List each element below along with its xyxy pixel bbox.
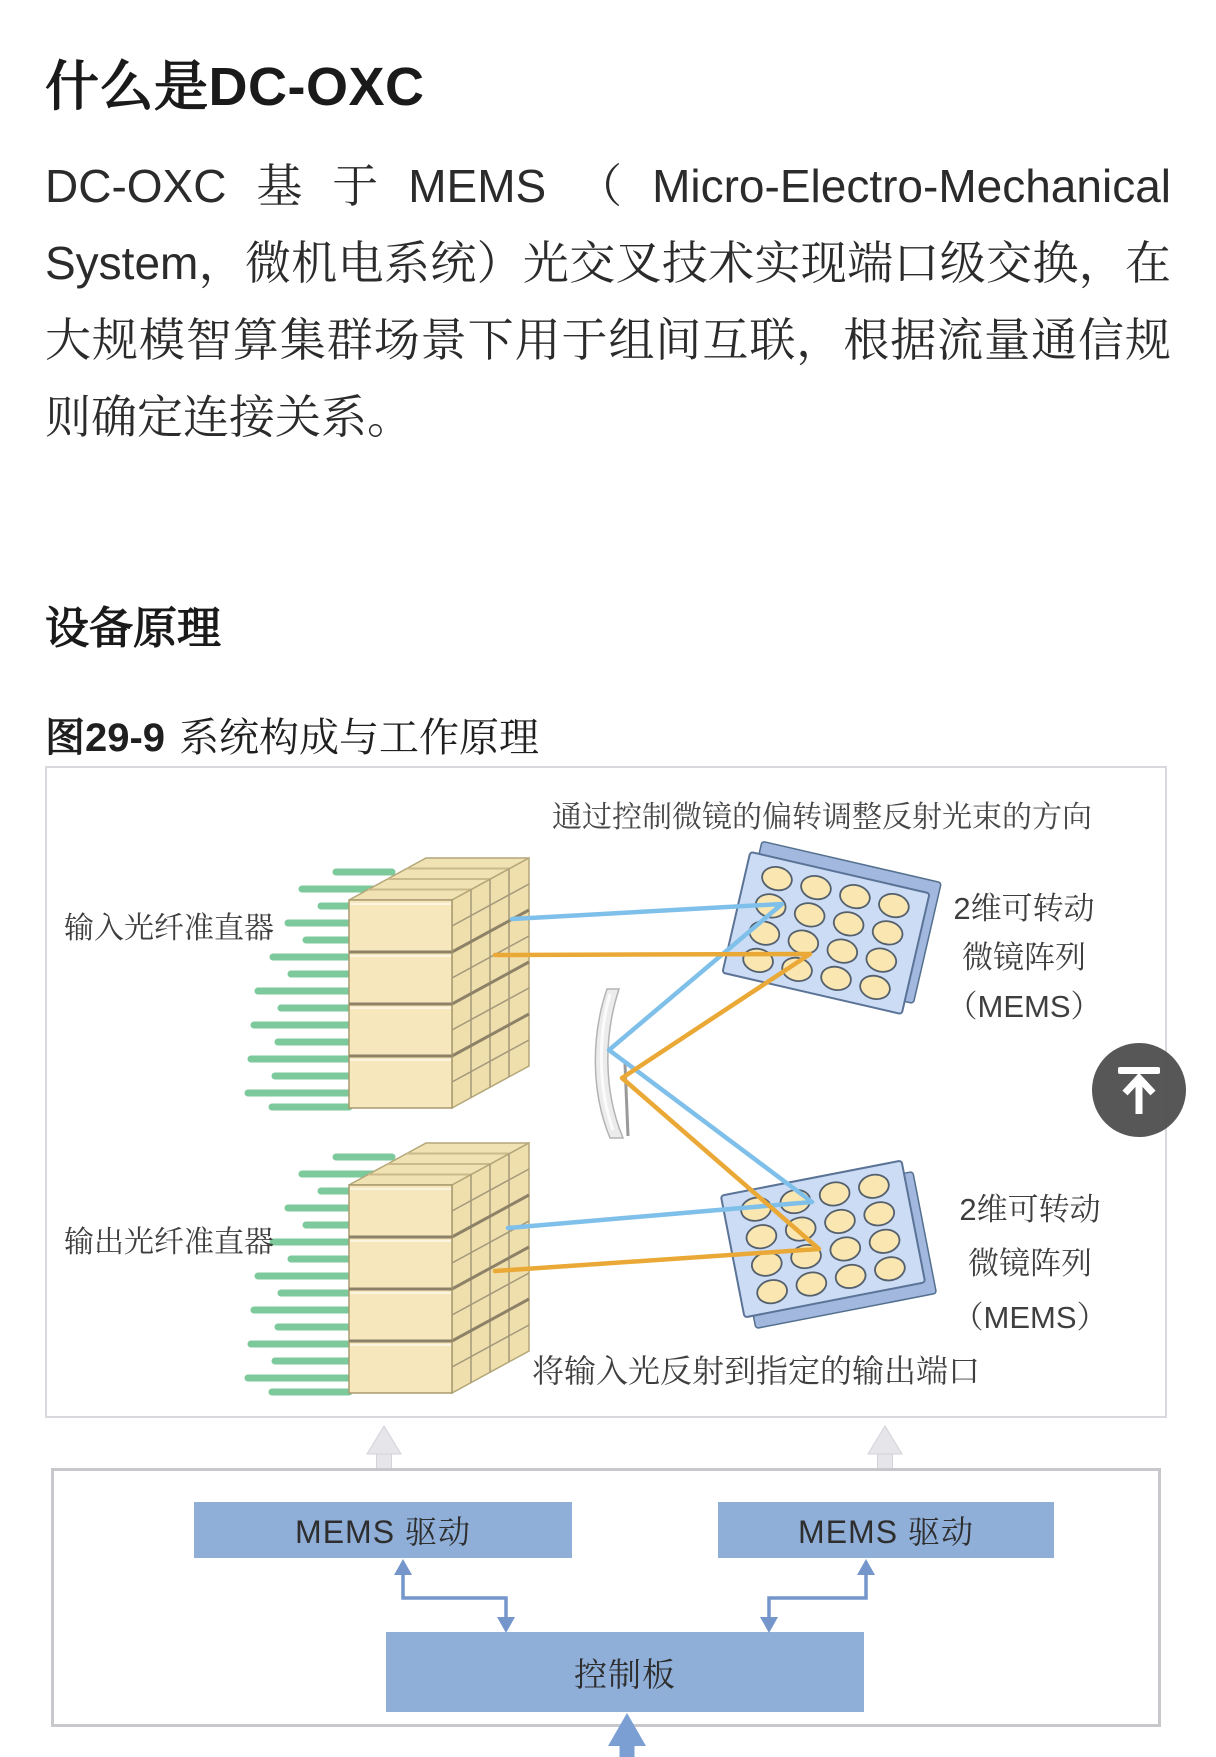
gray-up-arrow-left — [367, 1426, 401, 1454]
back-to-top-button[interactable] — [1092, 1043, 1186, 1137]
mems-driver-right-label: MEMS 驱动 — [798, 1514, 974, 1550]
section-heading: 设备原理 — [45, 604, 221, 653]
relay-lens — [595, 989, 628, 1138]
system-diagram-figure — [45, 766, 1167, 1418]
gray-up-arrow-right — [868, 1426, 902, 1454]
svg-text:（MEMS）: （MEMS） — [952, 1300, 1108, 1335]
back-to-top-icon — [1111, 1062, 1167, 1118]
output-collimator-label: 输出光纤准直器 — [64, 1226, 274, 1259]
control-board-label: 控制板 — [574, 1655, 676, 1693]
output-collimator-block — [248, 1143, 529, 1393]
lower-mems-mirror — [721, 1159, 937, 1330]
connector-arrow-down-left — [497, 1617, 515, 1633]
connector-arrow-up-left — [394, 1559, 412, 1575]
svg-text:（MEMS）: （MEMS） — [946, 989, 1102, 1024]
intro-paragraph: DC-OXC基于MEMS（Micro-Electro-Mechanical System，微机电系统）光交叉技术实现端口级交换，在大规模智算集群场景下用于组间互联，根据流量通信规则确定连接关系。 — [45, 160, 1171, 443]
figure-caption — [45, 706, 539, 763]
page-title: 什么是DC-OXC — [45, 57, 425, 117]
input-collimator-label: 输入光纤准直器 — [64, 912, 274, 945]
control-board-box — [386, 1632, 864, 1712]
mems-driver-left-label: MEMS 驱动 — [295, 1514, 471, 1550]
input-collimator-block — [248, 858, 529, 1108]
mems-driver-left-box — [194, 1502, 572, 1558]
bottom-input-arrow — [600, 1706, 656, 1757]
svg-text:2维可转动: 2维可转动 — [959, 1192, 1101, 1227]
bottom-annotation: 将输入光反射到指定的输出端口 — [531, 1353, 981, 1389]
top-annotation: 通过控制微镜的偏转调整反射光束的方向 — [552, 801, 1092, 834]
oxc-principle-diagram — [47, 768, 1165, 1416]
control-section-panel — [51, 1468, 1161, 1727]
lower-mirror-label — [953, 1192, 1108, 1335]
figure-title: 系统构成与工作原理 — [179, 716, 540, 760]
svg-text:微镜阵列: 微镜阵列 — [968, 1246, 1092, 1281]
svg-text:微镜阵列: 微镜阵列 — [962, 940, 1086, 975]
svg-text:2维可转动: 2维可转动 — [953, 891, 1095, 926]
connector-arrow-up-right — [857, 1559, 875, 1575]
upper-mirror-label — [947, 891, 1102, 1024]
connector-arrow-down-right — [760, 1617, 778, 1633]
figure-number: 图29-9 — [45, 716, 166, 760]
mems-driver-right-box — [718, 1502, 1054, 1558]
